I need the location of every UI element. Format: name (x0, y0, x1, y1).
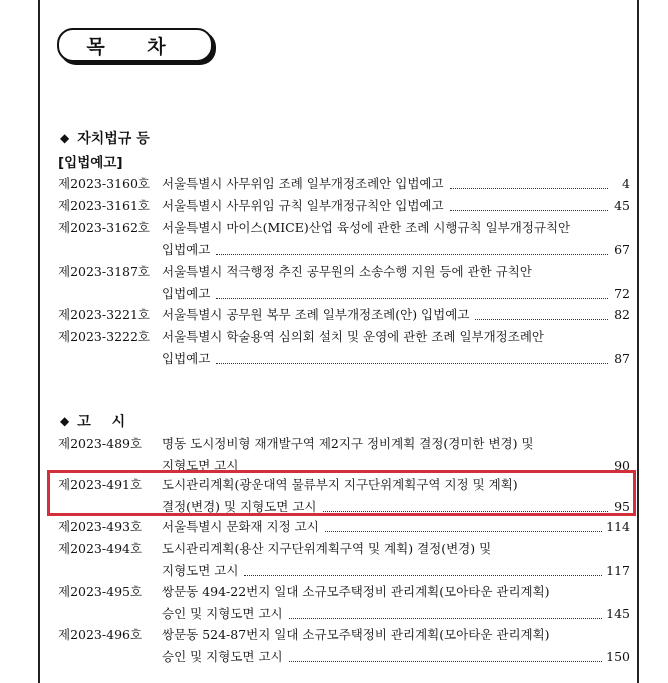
entry-title-continuation: 결정(변경) 및 지형도면 고시 (162, 499, 317, 514)
entry-page-number: 67 (614, 242, 630, 257)
section-heading-notices (60, 411, 133, 431)
entry-title: 서울특별시 사무위임 조례 일부개정조례안 입법예고 (162, 176, 444, 191)
entry-title: 서울특별시 적극행정 추진 공무원의 소송수행 지원 등에 관한 규칙안 (162, 264, 532, 279)
entry-number: 제2023-3161호 (58, 198, 150, 213)
entry-page-number: 90 (614, 458, 630, 473)
entry-number: 제2023-493호 (58, 519, 143, 534)
entry-number: 제2023-3162호 (58, 220, 150, 235)
subheading-legislative-notice: [입법예고] (58, 155, 123, 171)
dot-leader (289, 661, 603, 662)
dot-leader (216, 254, 608, 255)
entry-page-number: 87 (614, 351, 630, 366)
toc-entry[interactable] (58, 581, 630, 625)
highlight-box (47, 470, 636, 516)
entry-title: 쌍문동 494-22번지 일대 소규모주택정비 관리계획(모아타운 관리계획) (162, 584, 550, 599)
entry-title: 서울특별시 공무원 복무 조례 일부개정조례(안) 입법예고 (162, 307, 470, 322)
entry-page-number: 82 (614, 307, 630, 322)
entry-title-continuation: 입법예고 (162, 242, 211, 257)
entry-number: 제2023-3187호 (58, 264, 150, 279)
entry-number: 제2023-3222호 (58, 329, 150, 344)
entry-number: 제2023-496호 (58, 627, 143, 642)
entry-title: 서울특별시 문화재 지정 고시 (162, 519, 319, 534)
toc-title: 목 차 (57, 28, 213, 62)
page-border-left (38, 0, 40, 683)
entry-title-continuation: 입법예고 (162, 286, 211, 301)
dot-leader (325, 531, 602, 532)
toc-entry[interactable] (58, 516, 630, 538)
entry-title: 도시관리계획(용산 지구단위계획구역 및 계획) 결정(변경) 및 (162, 541, 492, 556)
entry-page-number: 4 (622, 176, 630, 191)
entry-number: 제2023-494호 (58, 541, 143, 556)
dot-leader (450, 188, 608, 189)
dot-leader (289, 618, 603, 619)
toc-entry[interactable] (58, 173, 630, 195)
section-heading-notices-text: 고 시 (77, 414, 134, 430)
dot-leader (475, 319, 608, 320)
dot-leader (216, 298, 608, 299)
entry-title: 쌍문동 524-87번지 일대 소규모주택정비 관리계획(모아타운 관리계획) (162, 627, 550, 642)
toc-entry[interactable] (58, 326, 630, 370)
entry-title: 서울특별시 사무위임 규칙 일부개정규칙안 입법예고 (162, 198, 444, 213)
toc-entry[interactable] (58, 195, 630, 217)
toc-entry[interactable] (58, 217, 630, 261)
entry-number: 제2023-495호 (58, 584, 143, 599)
entry-title-continuation: 지형도면 고시 (162, 458, 239, 473)
entry-title: 서울특별시 학술용역 심의회 설치 및 운영에 관한 조례 일부개정조례안 (162, 329, 544, 344)
entry-title: 서울특별시 마이스(MICE)산업 육성에 관한 조례 시행규칙 일부개정규칙안 (162, 220, 571, 235)
section-heading-laws (60, 128, 150, 148)
dot-leader (216, 363, 608, 364)
entry-title: 도시관리계획(광운대역 물류부지 지구단위계획구역 지정 및 계획) (162, 477, 518, 492)
dot-leader (244, 575, 602, 576)
entry-number: 제2023-491호 (58, 477, 143, 492)
entry-page-number: 45 (614, 198, 630, 213)
entry-title-continuation: 승인 및 지형도면 고시 (162, 649, 283, 664)
toc-entry[interactable] (58, 261, 630, 305)
entry-title-continuation: 지형도면 고시 (162, 563, 239, 578)
entry-page-number: 145 (606, 606, 630, 621)
entry-title-continuation: 승인 및 지형도면 고시 (162, 606, 283, 621)
entry-title: 명동 도시정비형 재개발구역 제2지구 정비계획 결정(경미한 변경) 및 (162, 436, 534, 451)
diamond-bullet-icon: ◆ (60, 131, 70, 145)
section-heading-laws-text: 자치법규 등 (77, 131, 150, 147)
entry-number: 제2023-3221호 (58, 307, 150, 322)
toc-entry[interactable] (58, 304, 630, 326)
entry-page-number: 114 (606, 519, 630, 534)
entry-number: 제2023-3160호 (58, 176, 150, 191)
entry-title-continuation: 입법예고 (162, 351, 211, 366)
diamond-bullet-icon: ◆ (60, 414, 70, 428)
page-border-right (637, 0, 639, 683)
entry-number: 제2023-489호 (58, 436, 143, 451)
entry-page-number: 72 (614, 286, 630, 301)
toc-entry[interactable] (58, 538, 630, 582)
entry-page-number: 150 (606, 649, 630, 664)
dot-leader (450, 210, 608, 211)
entry-page-number: 117 (606, 563, 630, 578)
entry-page-number: 95 (614, 499, 630, 514)
toc-entry[interactable] (58, 624, 630, 668)
